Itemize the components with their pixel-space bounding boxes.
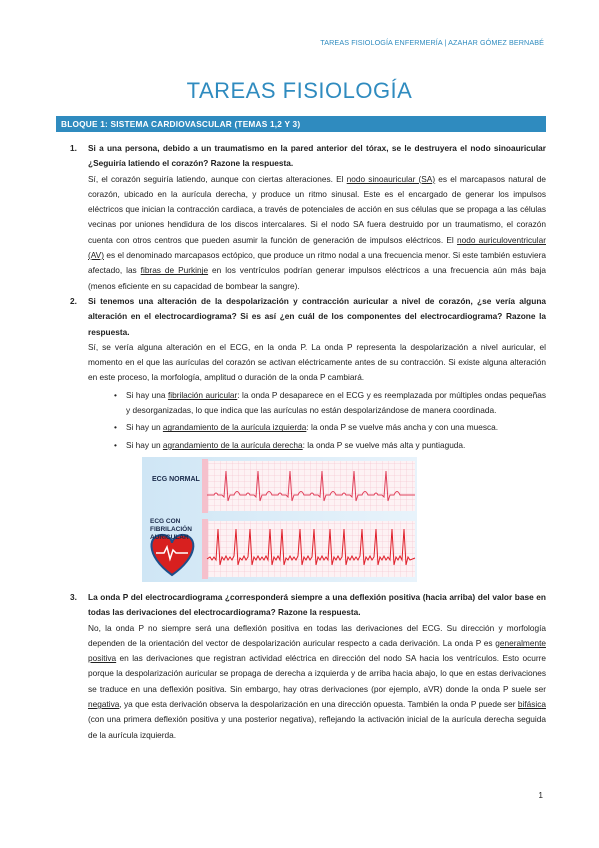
- ecg-comparison-image: [142, 457, 417, 582]
- ecg-fa-label-3: AURICULAR: [150, 533, 189, 541]
- question-number: 2.: [70, 295, 77, 306]
- content: [58, 141, 546, 743]
- term-negativa: negativa: [88, 699, 120, 710]
- answer-text: Sí, el corazón seguiría latiendo, aunque con ciertas alteraciones. El nodo sinoauricular (SA) es el marcapasos natural de corazón, ubicado en la aurícula derecha, y produce un ritmo sinusal. Este es el encargado de generar los impulsos eléctricos que inician la contracción cardiaca, a través de potenciales de acción en sus células que se propaga a las células vecinas por uniones hendidura de los discos intercalares. Si el nodo SA fuera destruido por un traumatismo, el corazón cuenta con otros centros que pueden asumir la función de generación de impulsos eléctricos. El nodo auriculoventricular (AV) es el denominado marcapasos ectópico, que produce un ritmo nodal a una frecuencia menor. Si este también estuviera afectado, las fibras de Purkinje en los ventrículos podrían generar impulsos eléctricos a una frecuencia aún más baja (menos eficiente en su capacidad de bombear la sangre).: [88, 173, 546, 291]
- bullet-list: [88, 388, 546, 453]
- section-title: BLOQUE 1: SISTEMA CARDIOVASCULAR (TEMAS 1,2 Y 3): [61, 119, 301, 129]
- question-number: 3.: [70, 591, 77, 602]
- running-header: TAREAS FISIOLOGÍA ENFERMERÍA | AZAHAR GÓMEZ BERNABÉ: [320, 38, 544, 47]
- question-1: [58, 141, 546, 294]
- term-bifasica: bifásica: [517, 699, 546, 710]
- list-item: • Si hay un agrandamiento de la aurícula izquierda: la onda P se vuelve más ancha y con una muesca.: [126, 420, 546, 435]
- list-item: • Si hay una fibrilación auricular: la onda P desaparece en el ECG y es reemplazada por múltiples ondas pequeñas y desorganizadas, lo que indica que las aurículas no están despolarizándose de manera coordinada.: [126, 388, 546, 419]
- question-text: Si tenemos una alteración de la despolarización y contracción auricular a nivel de corazón, ¿se vería alguna alteración en el electrocardiograma? Si es así ¿en cuál de los componentes del electrocardiograma? Razone la respuesta.: [88, 295, 546, 337]
- term-purkinje: fibras de Purkinje: [140, 265, 209, 276]
- term-nodo-sa: nodo sinoauricular (SA): [346, 173, 436, 184]
- answer-text: No, la onda P no siempre será una deflexión positiva en todas las derivaciones del ECG. Su dirección y morfología dependen de la orientación del vector de despolarización auricular respecto a cada derivación. La onda P es generalmente positiva en las derivaciones que registran actividad eléctrica en dirección del nodo SA hacia los ventrículos. Esto ocurre porque la despolarización auricular se propaga de derecha a izquierda y de arriba hacia abajo, lo que en estas derivaciones se traduce en una deflexión positiva. Sin embargo, hay otras derivaciones (por ejemplo, aVR) donde la onda P suele ser negativa, ya que esta derivación observa la despolarización en una dirección opuesta. También la onda P puede ser bifásica (con una primera deflexión positiva y una posterior negativa), reflejando la activación inicial de la aurícula derecha seguida de la aurícula izquierda.: [88, 622, 546, 740]
- question-3: [58, 590, 546, 743]
- ecg-fa-label-1: ECG CON: [150, 517, 181, 525]
- question-text: Si a una persona, debido a un traumatismo en la pared anterior del tórax, se le destruyera el nodo sinoauricular ¿Seguiría latiendo el corazón? Razone la respuesta.: [88, 143, 546, 169]
- question-2: [58, 294, 546, 590]
- list-item: • Si hay un agrandamiento de la aurícula derecha: la onda P se vuelve más alta y puntiaguda.: [126, 438, 546, 453]
- page-title: TAREAS FISIOLOGÍA: [186, 78, 413, 103]
- term-nodo-av: nodo auriculoventricular (AV): [88, 234, 546, 261]
- answer-text: Sí, se vería alguna alteración en el ECG, en la onda P. La onda P representa la despolarización a nivel auricular, el momento en el que las aurículas del corazón se activan eléctricamente antes de su contracción. Si existe alguna alteración en este proceso, la morfología, amplitud o duración de la onda P cambiará.: [88, 341, 546, 383]
- ecg-fa-label-2: FIBRILACIÓN: [150, 525, 192, 533]
- section-header: [56, 116, 546, 132]
- ecg-normal-label: ECG NORMAL: [152, 475, 200, 483]
- term-generalmente-positiva: generalmente positiva: [88, 637, 546, 664]
- question-text: La onda P del electrocardiograma ¿corresponderá siempre a una deflexión positiva (hacia arriba) del valor base en todas las derivaciones del electrocardiograma? Razone la respuesta.: [88, 591, 546, 618]
- question-number: 1.: [70, 143, 77, 153]
- page-number: 1: [538, 790, 543, 800]
